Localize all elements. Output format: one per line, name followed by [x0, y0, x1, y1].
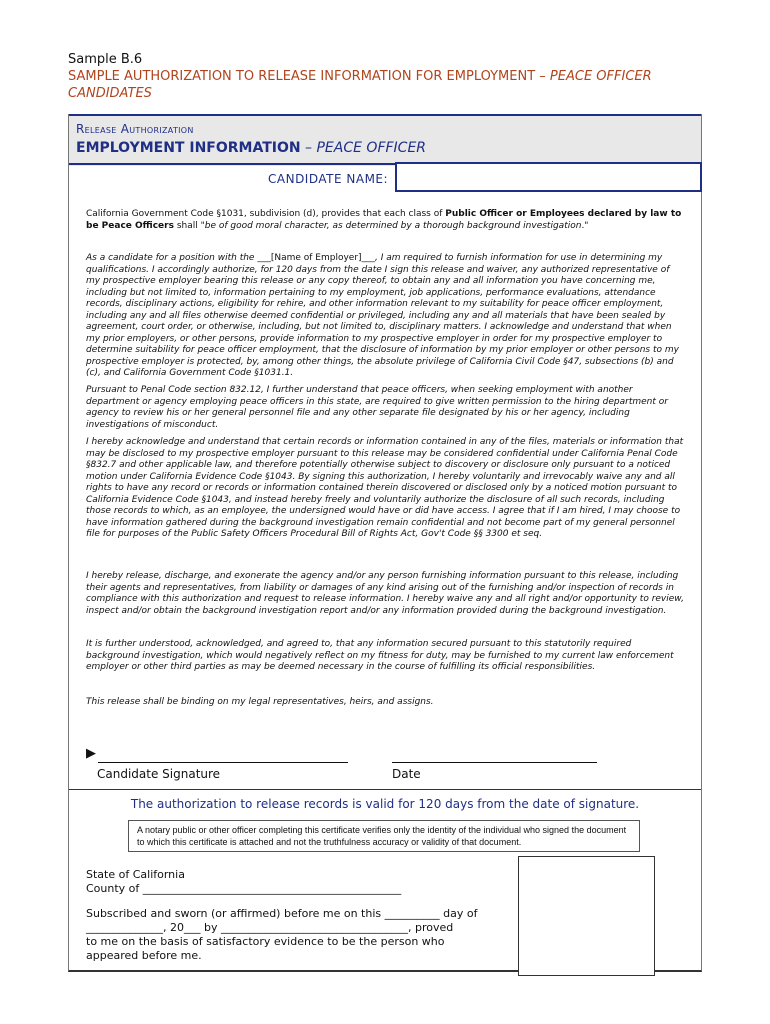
paragraph-further-understood: It is further understood, acknowledged, and agreed to, that any information secured pursuant to this statutorily required background investigation, which would negatively reflect on my fitness for duty, may be furnished to my current law enforcement employer or other third parties as may be deemed necessary in the course of fulfilling its official responsibilities.	[86, 639, 674, 672]
candidate-signature-label: Candidate Signature	[97, 767, 221, 781]
paragraph-release-discharge: I hereby release, discharge, and exonerate the agency and/or any person furnishing information pursuant to this release, including their agents and representatives, from liability or damages of any kind arising out of the furnishing and/or inspection of records in compliance with this authorization and request to release information. I hereby waive any and all right and/or opportunity to review, inspect and/or obtain the background investigation report and/or any information provided during the background investigation.	[86, 571, 684, 616]
candidate-name-label: CANDIDATE NAME:	[268, 172, 389, 186]
employer-name-field[interactable]: ___[Name of Employer]___	[257, 253, 376, 263]
notary-state: State of California	[86, 868, 185, 881]
document-title	[68, 68, 708, 102]
notary-sworn-line-4: appeared before me.	[86, 949, 202, 962]
document-title-italic: PEACE OFFICER CANDIDATES	[68, 69, 652, 101]
p1-text-a: California Government Code §1031, subdivision (d), provides that each class of	[86, 209, 446, 219]
p1-text-b: shall "	[173, 220, 205, 231]
paragraph-binding: This release shall be binding on my legal representatives, heirs, and assigns.	[86, 697, 434, 707]
paragraph-authorization	[86, 253, 686, 380]
notary-notice-box: A notary public or other officer completing this certificate verifies only the identity of the individual who signed the document to which this certificate is attached and not the truthfulness accuracy or validity of that document.	[128, 820, 640, 852]
notary-sworn-line-2: ______________, 20___ by __________________________________, proved	[86, 921, 454, 934]
paragraph-gov-code	[86, 209, 686, 232]
release-authorization-title: Release Authorization	[76, 122, 194, 136]
signature-arrow-icon: ▶	[86, 746, 96, 761]
candidate-name-field[interactable]	[395, 162, 702, 192]
section-title-italic: – PEACE OFFICER	[300, 140, 427, 156]
p1-italic: be of good moral character, as determined by a thorough background investigation	[204, 220, 582, 231]
p2-text-b: , I am required to furnish information for use in determining my qualifications. I accordingly authorize, for 120 days from the date I sign this release and waiver, any authorized representative of my prospective employer bearing this release or any copy thereof, to obtain any and all information you have concerning me, including but not limited to, information pertaining to my employment, job applications, performance evaluations, attendance records, disciplinary actions, eligibility for rehire, and other information relevant to my suitability for peace officer employment, including any and all files otherwise deemed confidential or privileged, including any and all materials that have been sealed by agreement, court order, or otherwise, including, but not limited to, disciplinary matters. I acknowledge and understand that when my prior employers, or other persons, provide information to my prospective employer in order for my prospective employer to determine suitability for peace officer employment, that the disclosure of information by my prior employer or other persons to my prospective employer is protected, by, among other things, the absolute privilege of California Civil Code §47, subsections (b) and (c), and California Government Code §1031.1.	[86, 253, 679, 378]
sample-label: Sample B.6	[68, 52, 143, 67]
notary-sworn-line-1: Subscribed and sworn (or affirmed) before me on this __________ day of	[86, 907, 478, 920]
validity-note: The authorization to release records is valid for 120 days from the date of signature.	[130, 797, 640, 811]
notary-county: County of _______________________________________________	[86, 882, 402, 895]
paragraph-penal-code-832-12: Pursuant to Penal Code section 832.12, I further understand that peace officers, when seeking employment with another department or agency employing peace officers in this state, are required to give written permission to the hiring department or agency to review his or her general personnel file and any other separate file designated by his or her agency, including investigations of misconduct.	[86, 385, 668, 430]
notary-seal-box	[518, 856, 655, 976]
date-label: Date	[392, 767, 421, 781]
notary-sworn-line-3: to me on the basis of satisfactory evidence to be the person who	[86, 935, 445, 948]
p1-text-c: ."	[581, 220, 589, 231]
p1-bold: Public Officer or Employees declared by law to be Peace Officers	[86, 209, 682, 231]
date-field[interactable]	[392, 762, 597, 763]
document-title-main: SAMPLE AUTHORIZATION TO RELEASE INFORMATION FOR EMPLOYMENT –	[68, 69, 550, 84]
candidate-signature-field[interactable]	[98, 762, 348, 763]
p2-text-a: As a candidate for a position with the	[86, 253, 258, 263]
paragraph-confidential-records: I hereby acknowledge and understand that certain records or information contained in any of the files, materials or information that may be disclosed to my prospective employer pursuant to this release may be considered confidential under California Penal Code §832.7 and other applicable law, and therefore potentially otherwise subject to discovery or disclosure only pursuant to a noticed motion under California Evidence Code §1043. By signing this authorization, I hereby voluntarily and irrevocably waive any and all rights to have any record or records or information contained therein discovered or disclosed only by a noticed motion pursuant to California Evidence Code §1043, and instead hereby freely and voluntarily authorize the disclosure of all such records, including those records to which, as an employee, the undersigned would have or did have access. I agree that if I am hired, I may choose to have information gathered during the background investigation remain confidential and not become part of my general personnel file for purposes of the Public Safety Officers Procedural Bill of Rights Act, Gov't Code §§ 3300 et seq.	[86, 437, 684, 539]
section-title	[76, 140, 426, 156]
section-divider	[69, 789, 701, 790]
section-title-main: EMPLOYMENT INFORMATION	[76, 140, 301, 156]
